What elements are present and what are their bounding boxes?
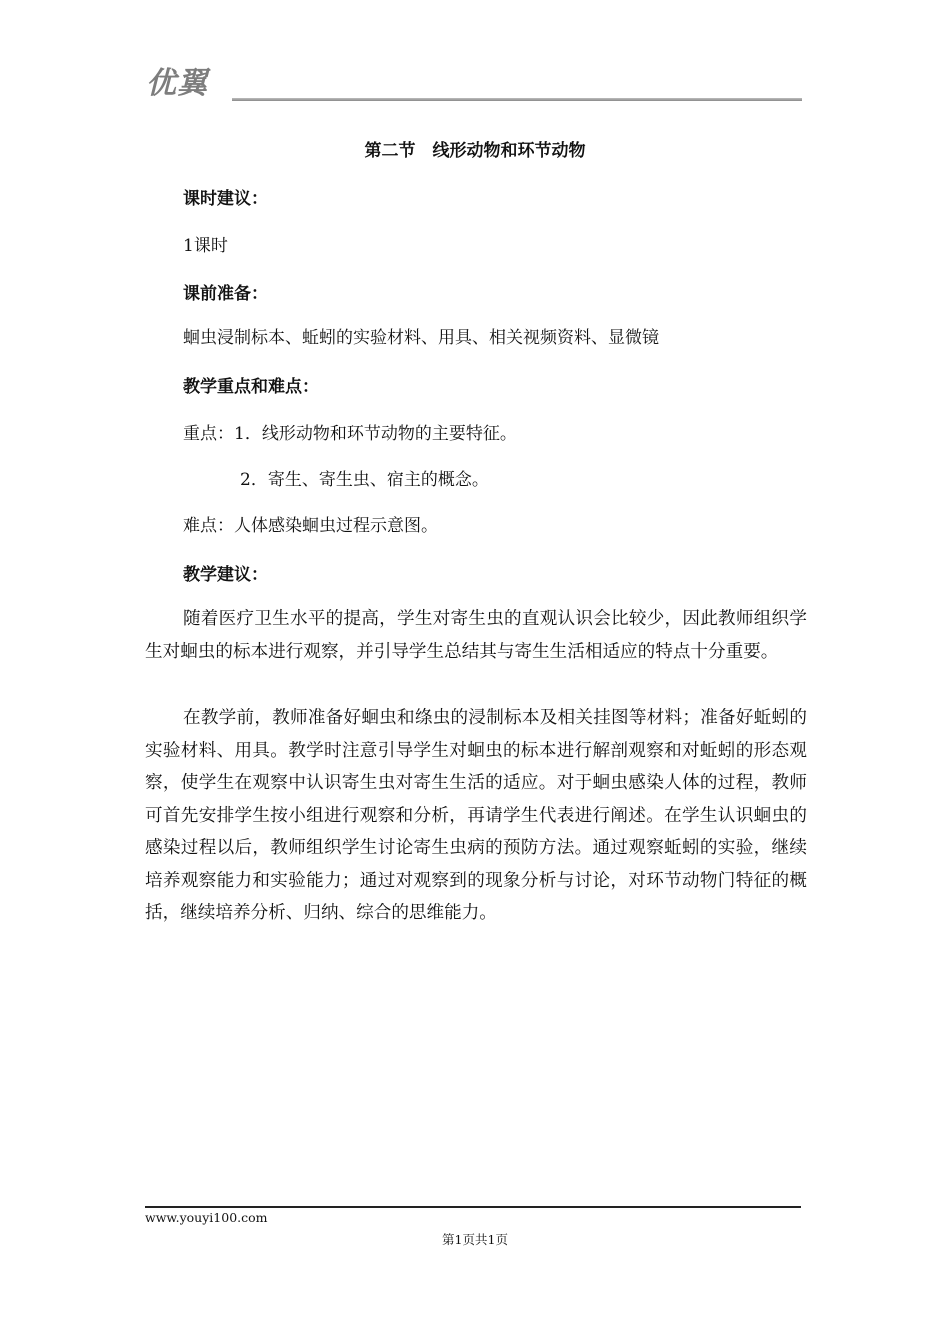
footer-page-number: 第1页共1页 (442, 1232, 508, 1247)
difficult-point: 难点：人体感染蛔虫过程示意图。 (183, 516, 438, 536)
preparation-heading: 课前准备： (183, 284, 268, 304)
key-point-1: 重点：1．线形动物和环节动物的主要特征。 (183, 424, 517, 444)
header-logo: 优翼 (146, 66, 208, 101)
suggestions-heading: 教学建议： (183, 565, 268, 585)
lesson-hours-value: 1课时 (183, 236, 228, 256)
preparation-value: 蛔虫浸制标本、蚯蚓的实验材料、用具、相关视频资料、显微镜 (183, 328, 659, 348)
key-point-2: 2．寄生、寄生虫、宿主的概念。 (240, 470, 489, 490)
document-title: 第二节 线形动物和环节动物 (364, 141, 586, 161)
key-points-heading: 教学重点和难点： (183, 377, 319, 397)
suggestion-paragraph-2: 在教学前，教师准备好蛔虫和绦虫的浸制标本及相关挂图等材料；准备好蚯蚓的实验材料、用具。教学时注意引导学生对蛔虫的标本进行解剖观察和对蚯蚓的形态观察，使学生在观察中认识寄生虫对寄生生活的适应。对于蛔虫感染人体的过程，教师可首先安排学生按小组进行观察和分析，再请学生代表进行阐述。在学生认识蛔虫的感染过程以后，教师组织学生讨论寄生虫病的预防方法。通过观察蚯蚓的实验，继续培养观察能力和实验能力；通过对观察到的现象分析与讨论，对环节动物门特征的概括，继续培养分析、归纳、综合的思维能力。 (145, 708, 807, 923)
footer-url: www.youyi100.com (145, 1210, 268, 1225)
lesson-hours-heading: 课时建议： (183, 189, 268, 209)
suggestion-paragraph-1: 随着医疗卫生水平的提高，学生对寄生虫的直观认识会比较少，因此教师组织学生对蛔虫的标本进行观察，并引导学生总结其与寄生生活相适应的特点十分重要。 (145, 609, 807, 662)
header-divider (232, 98, 802, 101)
footer-divider (145, 1206, 801, 1208)
